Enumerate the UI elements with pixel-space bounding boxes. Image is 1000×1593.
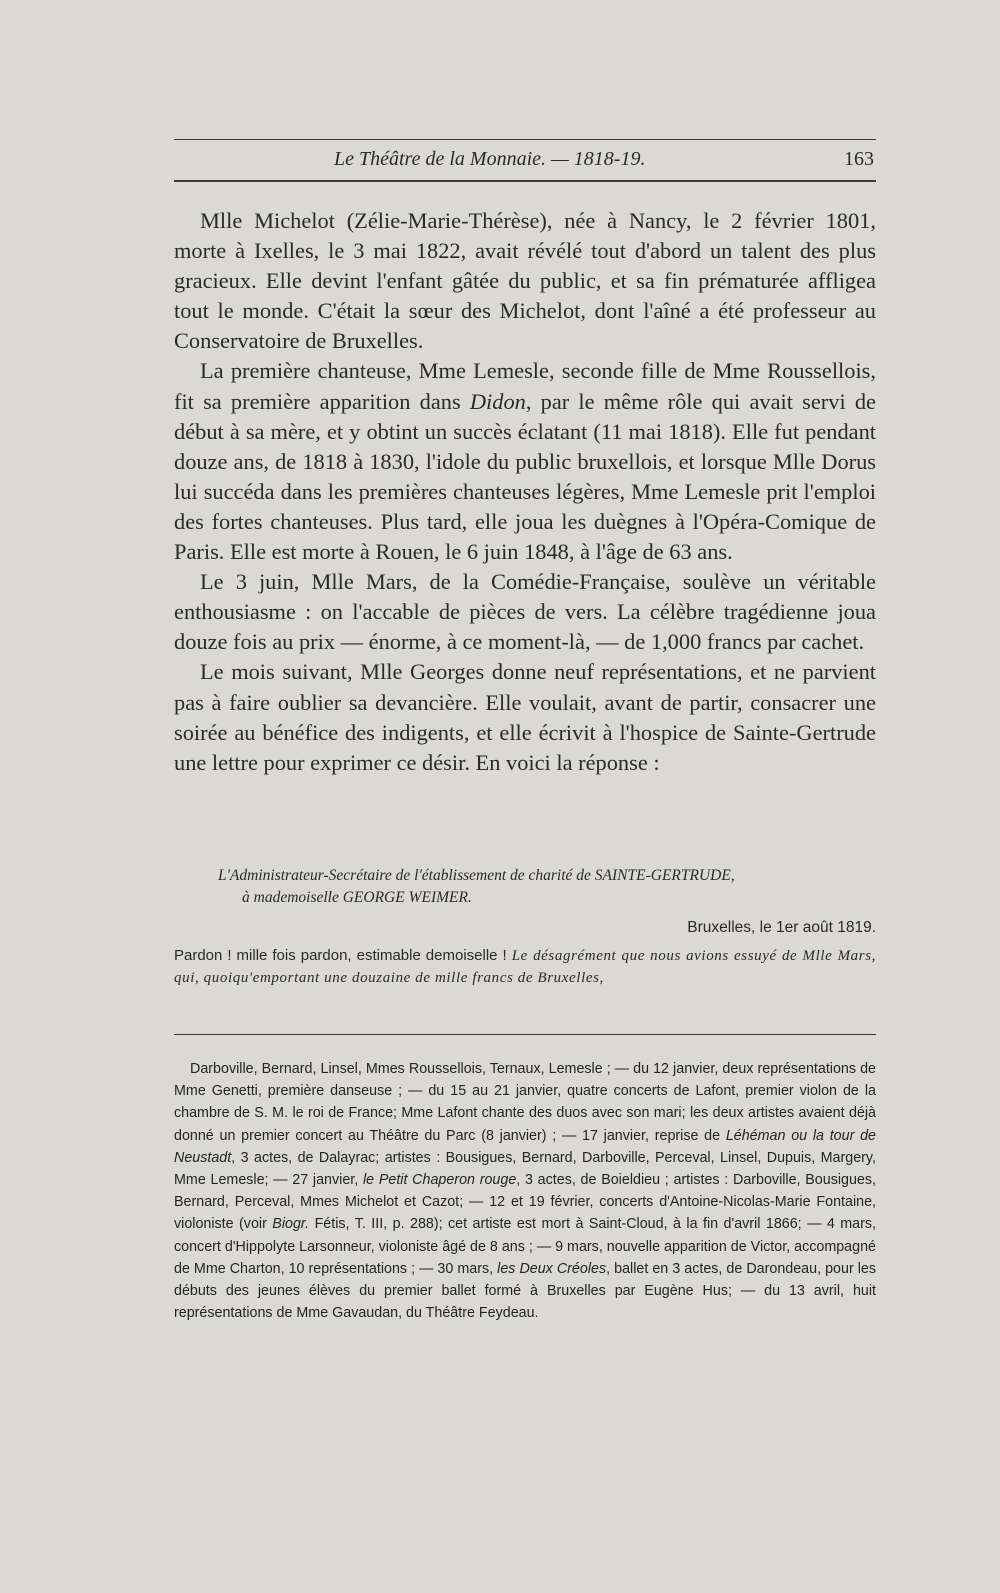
paragraph-lemesle: La première chanteuse, Mme Lemesle, seconde fille de Mme Roussellois, fit sa première apparition dans Didon, par le même rôle qui avait servi de début à sa mère, et y obtint un succès éclatant (11 mai 1818). Elle fut pendant douze ans, de 1818 à 1830, l'idole du public bruxellois, et lorsque Mlle Dorus lui succéda dans les premières chanteuses légères, Mme Lemesle prit l'emploi des fortes chanteuses. Plus tard, elle joua les duègnes à l'Opéra-Comique de Paris. Elle est morte à Rouen, le 6 juin 1848, à l'âge de 63 ans. — [174, 358, 876, 565]
footnote-rule — [174, 1034, 876, 1035]
paragraph-michelot: Mlle Michelot (Zélie-Marie-Thérèse), née à Nancy, le 2 février 1801, morte à Ixelles, le 3 mai 1822, avait révélé tout d'abord un talent des plus gracieux. Elle devint l'enfant gâtée du public, et sa fin prématurée affligea tout le monde. C'était la sœur des Michelot, dont l'aîné a été professeur au Conservatoire de Bruxelles. — [174, 208, 876, 354]
header-rule-top — [174, 139, 876, 140]
main-text — [174, 206, 876, 778]
letter-heading: L'Administrateur-Secrétaire de l'établissement de charité de SAINTE-GERTRUDE, — [218, 867, 735, 884]
letter-date: Bruxelles, le 1er août 1819. — [687, 919, 876, 936]
quoted-letter — [174, 865, 876, 989]
letter-addressee: à mademoiselle GEORGE WEIMER. — [242, 889, 472, 906]
paragraph-mars: Le 3 juin, Mlle Mars, de la Comédie-Française, soulève un véritable enthousiasme : on l'accable de pièces de vers. La célèbre tragédienne joua douze fois au prix — énorme, à ce moment-là, — de 1,000 francs par cachet. — [174, 569, 876, 655]
footnote-paragraph: Darboville, Bernard, Linsel, Mmes Roussellois, Ternaux, Lemesle ; — du 12 janvier, deux représentations de Mme Genetti, première danseuse ; — du 15 au 21 janvier, quatre concerts de Lafont, premier violon de la chambre de S. M. le roi de France; Mme Lafont chante des duos avec son mari; les deux artistes avaient déjà donné un premier concert au Théâtre du Parc (8 janvier) ; — 17 janvier, reprise de Léhéman ou la tour de Neustadt, 3 actes, de Dalayrac; artistes : Bousigues, Bernard, Darboville, Perceval, Linsel, Dupuis, Margery, Mme Lemesle; — 27 janvier, le Petit Chaperon rouge, 3 actes, de Boieldieu ; artistes : Darboville, Bousigues, Bernard, Perceval, Mmes Michelot et Cazot; — 12 et 19 février, concerts d'Antoine-Nicolas-Marie Fontaine, violoniste (voir Biogr. Fétis, T. III, p. 288); cet artiste est mort à Saint-Cloud, à la fin d'avril 1866; — 4 mars, concert d'Hippolyte Larsonneur, violoniste âgé de 8 ans ; — 9 mars, nouvelle apparition de Victor, accompagné de Mme Charton, 10 représentations ; — 30 mars, les Deux Créoles, ballet en 3 actes, de Darondeau, pour les débuts des jeunes élèves du premier ballet formé à Bruxelles par Eugène Hus; — du 13 avril, huit représentations de Mme Gavaudan, du Théâtre Feydeau. — [174, 1061, 877, 1322]
running-header — [174, 148, 876, 178]
letter-opening: Pardon ! mille fois pardon, estimable demoiselle ! Le désagrément que nous avions essuyé de Mlle Mars, qui, quoiqu'emportant une douzaine de mille francs de Bruxelles, — [174, 947, 876, 986]
footnote-text — [174, 1058, 876, 1324]
running-title: Le Théâtre de la Monnaie. — 1818-19. — [334, 148, 646, 170]
page-number: 163 — [844, 148, 874, 170]
paragraph-georges: Le mois suivant, Mlle Georges donne neuf représentations, et ne parvient pas à faire oublier sa devancière. Elle voulait, avant de partir, consacrer une soirée au bénéfice des indigents, et elle écrivit à l'hospice de Sainte-Gertrude une lettre pour exprimer ce désir. En voici la réponse : — [174, 659, 876, 775]
header-rule-bottom — [174, 180, 876, 182]
